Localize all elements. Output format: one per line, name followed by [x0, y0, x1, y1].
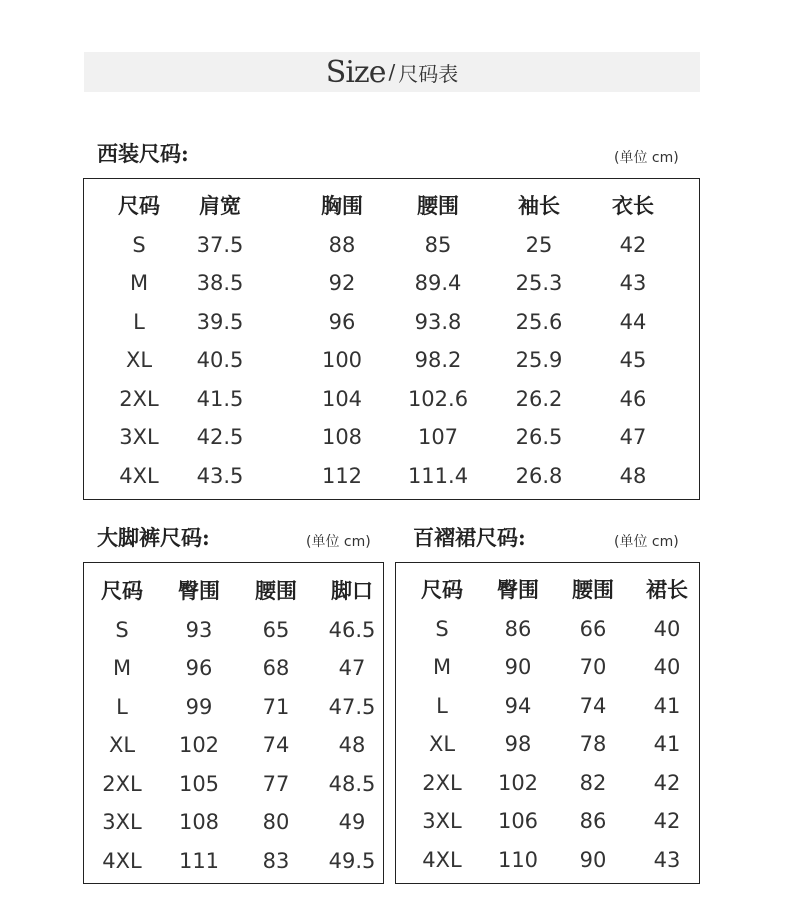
- suit-column-header: 胸围: [321, 194, 363, 218]
- pants-table-cell: 65: [262, 617, 290, 642]
- suit-table-cell: 92: [328, 271, 356, 295]
- suit-table-cell: S: [132, 232, 146, 257]
- suit-table-cell: 25.9: [515, 348, 563, 372]
- pants-table-row: [84, 611, 383, 649]
- suit-table-cell: 45: [619, 348, 647, 372]
- suit-table-row: [84, 418, 699, 456]
- suit-table-cell: 44: [619, 309, 647, 334]
- skirt-table-cell: 2XL: [422, 770, 462, 795]
- pants-table-cell: 47.5: [328, 694, 376, 719]
- skirt-table-cell: 41: [653, 732, 681, 756]
- suit-size-table: [83, 178, 700, 500]
- size-chart-banner: [84, 52, 700, 92]
- skirt-unit-label: (单位 cm): [614, 534, 679, 550]
- pants-table-row: [84, 649, 383, 687]
- suit-table-cell: L: [133, 309, 145, 334]
- suit-table-cell: 42.5: [196, 425, 244, 449]
- suit-table-row: [84, 226, 699, 264]
- suit-table-row: [84, 303, 699, 341]
- pants-table-cell: 48.5: [328, 771, 376, 796]
- skirt-section-title: 百褶裙尺码:: [413, 525, 526, 550]
- suit-table-cell: 3XL: [119, 425, 159, 449]
- pants-table-cell: 71: [262, 694, 290, 719]
- pants-table-cell: S: [115, 617, 129, 642]
- suit-table-cell: 89.4: [414, 271, 462, 295]
- suit-table-cell: 107: [417, 425, 459, 449]
- suit-table-cell: 98.2: [414, 348, 462, 372]
- pants-table-cell: 111: [178, 848, 220, 873]
- suit-table-cell: 37.5: [196, 232, 244, 257]
- pants-table-cell: 49: [338, 810, 366, 834]
- pants-table-cell: XL: [108, 733, 136, 757]
- skirt-table-cell: 90: [579, 847, 607, 872]
- pants-table-cell: 47: [338, 656, 366, 680]
- skirt-table-cell: XL: [428, 732, 456, 756]
- pants-table-cell: 77: [262, 771, 290, 796]
- suit-table-cell: 25.3: [515, 271, 563, 295]
- skirt-table-cell: 42: [653, 809, 681, 833]
- pants-table-cell: 99: [185, 694, 213, 719]
- skirt-column-header: 裙长: [646, 578, 688, 602]
- suit-header-row: [84, 187, 699, 225]
- skirt-table-row: [396, 841, 699, 879]
- pants-table-cell: 105: [178, 771, 220, 796]
- suit-table-cell: 85: [424, 232, 452, 257]
- pants-table-cell: 93: [185, 617, 213, 642]
- skirt-table-cell: 78: [579, 732, 607, 756]
- pants-table-cell: M: [112, 656, 132, 680]
- suit-table-cell: M: [129, 271, 149, 295]
- pants-header-row: [84, 572, 383, 610]
- pants-table-cell: 102: [178, 733, 220, 757]
- suit-table-cell: 26.2: [515, 386, 563, 411]
- skirt-table-cell: L: [436, 693, 448, 718]
- skirt-table-cell: S: [435, 616, 449, 641]
- banner-separator: /: [388, 60, 396, 84]
- pants-table-row: [84, 803, 383, 841]
- suit-column-header: 衣长: [612, 194, 654, 218]
- suit-table-cell: 108: [321, 425, 363, 449]
- pants-unit-label: (单位 cm): [306, 534, 371, 550]
- skirt-table-row: [396, 648, 699, 686]
- suit-table-cell: 26.5: [515, 425, 563, 449]
- pants-table-cell: 2XL: [102, 771, 142, 796]
- suit-table-cell: 48: [619, 463, 647, 488]
- banner-title-cn: 尺码表: [398, 61, 459, 86]
- skirt-table-cell: M: [432, 655, 452, 679]
- pants-table-cell: 108: [178, 810, 220, 834]
- skirt-table-row: [396, 764, 699, 802]
- pants-table-cell: 74: [262, 733, 290, 757]
- skirt-table-cell: 98: [504, 732, 532, 756]
- skirt-table-cell: 90: [504, 655, 532, 679]
- pants-table-cell: 68: [262, 656, 290, 680]
- suit-table-row: [84, 380, 699, 418]
- skirt-table-cell: 40: [653, 616, 681, 641]
- suit-table-cell: 100: [321, 348, 363, 372]
- pants-table-cell: 80: [262, 810, 290, 834]
- skirt-table-row: [396, 687, 699, 725]
- skirt-table-cell: 42: [653, 770, 681, 795]
- suit-table-row: [84, 457, 699, 495]
- skirt-table-cell: 3XL: [422, 809, 462, 833]
- suit-table-cell: 2XL: [119, 386, 159, 411]
- skirt-table-cell: 82: [579, 770, 607, 795]
- skirt-table-row: [396, 610, 699, 648]
- skirt-table-cell: 110: [497, 847, 539, 872]
- suit-table-cell: 41.5: [196, 386, 244, 411]
- pants-column-header: 脚口: [331, 579, 373, 603]
- skirt-table-cell: 86: [579, 809, 607, 833]
- suit-column-header: 尺码: [118, 194, 160, 218]
- suit-table-cell: 112: [321, 463, 363, 488]
- suit-table-cell: 96: [328, 309, 356, 334]
- suit-table-cell: 38.5: [196, 271, 244, 295]
- suit-column-header: 袖长: [518, 194, 560, 218]
- suit-table-cell: 40.5: [196, 348, 244, 372]
- suit-table-cell: 47: [619, 425, 647, 449]
- suit-unit-label: (单位 cm): [614, 150, 679, 166]
- skirt-table-cell: 40: [653, 655, 681, 679]
- pants-table-cell: 4XL: [102, 848, 142, 873]
- skirt-table-cell: 74: [579, 693, 607, 718]
- suit-table-cell: 104: [321, 386, 363, 411]
- skirt-table-cell: 106: [497, 809, 539, 833]
- suit-table-cell: XL: [125, 348, 153, 372]
- pants-table-row: [84, 726, 383, 764]
- suit-table-cell: 42: [619, 232, 647, 257]
- skirt-table-cell: 66: [579, 616, 607, 641]
- skirt-table-cell: 43: [653, 847, 681, 872]
- suit-table-cell: 102.6: [407, 386, 469, 411]
- suit-section-title: 西装尺码:: [97, 141, 189, 166]
- suit-table-cell: 111.4: [407, 463, 469, 488]
- suit-table-cell: 39.5: [196, 309, 244, 334]
- suit-table-cell: 46: [619, 386, 647, 411]
- pants-table-row: [84, 688, 383, 726]
- pants-table-cell: 96: [185, 656, 213, 680]
- pants-section-title: 大脚裤尺码:: [97, 525, 210, 550]
- suit-column-header: 腰围: [417, 194, 459, 218]
- skirt-table-cell: 94: [504, 693, 532, 718]
- suit-table-cell: 25: [525, 232, 553, 257]
- suit-table-cell: 88: [328, 232, 356, 257]
- skirt-column-header: 臀围: [497, 578, 539, 602]
- pants-table-cell: 46.5: [328, 617, 376, 642]
- pants-table-cell: 48: [338, 733, 366, 757]
- suit-table-cell: 43: [619, 271, 647, 295]
- suit-table-cell: 93.8: [414, 309, 462, 334]
- pants-table-cell: 83: [262, 848, 290, 873]
- pants-column-header: 尺码: [101, 579, 143, 603]
- skirt-table-cell: 4XL: [422, 847, 462, 872]
- skirt-table-cell: 86: [504, 616, 532, 641]
- skirt-table-row: [396, 725, 699, 763]
- skirt-table-row: [396, 802, 699, 840]
- skirt-size-table: [395, 562, 700, 884]
- pants-table-row: [84, 765, 383, 803]
- skirt-table-cell: 41: [653, 693, 681, 718]
- skirt-column-header: 腰围: [572, 578, 614, 602]
- pants-table-cell: 49.5: [328, 848, 376, 873]
- pants-table-row: [84, 842, 383, 880]
- banner-title-en: Size: [325, 54, 386, 90]
- suit-column-header: 肩宽: [199, 194, 241, 218]
- suit-table-cell: 25.6: [515, 309, 563, 334]
- pants-column-header: 腰围: [255, 579, 297, 603]
- suit-table-cell: 26.8: [515, 463, 563, 488]
- pants-column-header: 臀围: [178, 579, 220, 603]
- pants-table-cell: 3XL: [102, 810, 142, 834]
- pants-size-table: [83, 562, 384, 884]
- suit-table-cell: 4XL: [119, 463, 159, 488]
- suit-table-row: [84, 341, 699, 379]
- skirt-column-header: 尺码: [421, 578, 463, 602]
- skirt-header-row: [396, 571, 699, 609]
- suit-table-cell: 43.5: [196, 463, 244, 488]
- skirt-table-cell: 102: [497, 770, 539, 795]
- suit-table-row: [84, 264, 699, 302]
- pants-table-cell: L: [116, 694, 128, 719]
- skirt-table-cell: 70: [579, 655, 607, 679]
